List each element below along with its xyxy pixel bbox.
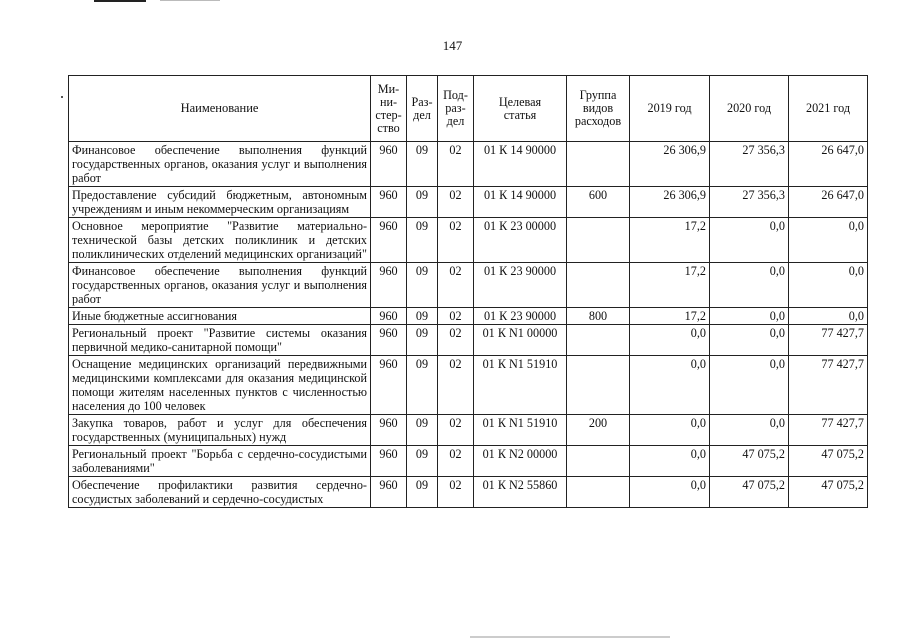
- cell-target: 01 К 14 90000: [474, 187, 567, 218]
- cell-ministry: 960: [371, 477, 407, 508]
- cell-ministry: 960: [371, 308, 407, 325]
- cell-target: 01 К 23 90000: [474, 308, 567, 325]
- cell-subsection: 02: [438, 356, 474, 415]
- cell-2020: 27 356,3: [710, 142, 789, 187]
- cell-2020: 47 075,2: [710, 446, 789, 477]
- cell-2020: 0,0: [710, 325, 789, 356]
- cell-2021: 77 427,7: [789, 415, 868, 446]
- cell-expense-group: 200: [567, 415, 630, 446]
- header-2021: 2021 год: [789, 76, 868, 142]
- cell-name: Оснащение медицинских организаций передвижными медицинскими комплексами для оказания медицинской помощи жителям населенных пунктов с численностью населения до 100 человек: [69, 356, 371, 415]
- cell-expense-group: [567, 356, 630, 415]
- cell-expense-group: [567, 218, 630, 263]
- cell-target: 01 К N1 00000: [474, 325, 567, 356]
- cell-target: 01 К 14 90000: [474, 142, 567, 187]
- cell-2019: 26 306,9: [630, 142, 710, 187]
- cell-ministry: 960: [371, 356, 407, 415]
- header-ministry: Ми- ни- стер- ство: [371, 76, 407, 142]
- cell-target: 01 К N1 51910: [474, 415, 567, 446]
- cell-section: 09: [407, 263, 438, 308]
- cell-2020: 0,0: [710, 218, 789, 263]
- cell-subsection: 02: [438, 218, 474, 263]
- cell-section: 09: [407, 415, 438, 446]
- cell-name: Финансовое обеспечение выполнения функций государственных органов, оказания услуг и выполнения работ: [69, 142, 371, 187]
- cell-ministry: 960: [371, 187, 407, 218]
- cell-name: Обеспечение профилактики развития сердечно-сосудистых заболеваний и сердечно-сосудистых: [69, 477, 371, 508]
- cell-name: Иные бюджетные ассигнования: [69, 308, 371, 325]
- cell-2021: 0,0: [789, 308, 868, 325]
- cell-2020: 0,0: [710, 356, 789, 415]
- cell-2021: 47 075,2: [789, 477, 868, 508]
- cell-name: Региональный проект "Развитие системы оказания первичной медико-санитарной помощи": [69, 325, 371, 356]
- cell-expense-group: [567, 263, 630, 308]
- cell-2019: 26 306,9: [630, 187, 710, 218]
- header-2019: 2019 год: [630, 76, 710, 142]
- cell-subsection: 02: [438, 308, 474, 325]
- header-expense-group: Группа видов расходов: [567, 76, 630, 142]
- cell-2021: 0,0: [789, 263, 868, 308]
- cell-2019: 0,0: [630, 415, 710, 446]
- table-row: [69, 187, 868, 218]
- table-row: [69, 415, 868, 446]
- header-name: Наименование: [69, 76, 371, 142]
- cell-2020: 27 356,3: [710, 187, 789, 218]
- cell-subsection: 02: [438, 263, 474, 308]
- cell-subsection: 02: [438, 142, 474, 187]
- table-row: [69, 308, 868, 325]
- cell-name: Основное мероприятие "Развитие материально-технической базы детских поликлиник и детских поликлинических отделений медицинских организаций": [69, 218, 371, 263]
- table-body: [69, 142, 868, 508]
- cell-ministry: 960: [371, 446, 407, 477]
- header-subsection: Под- раз- дел: [438, 76, 474, 142]
- cell-expense-group: [567, 142, 630, 187]
- table-header-row: [69, 76, 868, 142]
- cell-2021: 47 075,2: [789, 446, 868, 477]
- header-2020: 2020 год: [710, 76, 789, 142]
- table-row: [69, 446, 868, 477]
- table-row: [69, 477, 868, 508]
- cell-ministry: 960: [371, 325, 407, 356]
- header-target: Целевая статья: [474, 76, 567, 142]
- cell-section: 09: [407, 325, 438, 356]
- cell-2019: 0,0: [630, 325, 710, 356]
- page-number: 147: [442, 38, 463, 53]
- cell-section: 09: [407, 356, 438, 415]
- cell-ministry: 960: [371, 218, 407, 263]
- table-row: [69, 325, 868, 356]
- cell-section: 09: [407, 187, 438, 218]
- cell-2021: 0,0: [789, 218, 868, 263]
- cell-2020: 0,0: [710, 308, 789, 325]
- cell-name: Региональный проект "Борьба с сердечно-сосудистыми заболеваниями": [69, 446, 371, 477]
- cell-expense-group: 600: [567, 187, 630, 218]
- cell-2019: 17,2: [630, 308, 710, 325]
- scan-mark: [470, 636, 670, 638]
- cell-ministry: 960: [371, 263, 407, 308]
- cell-section: 09: [407, 446, 438, 477]
- cell-section: 09: [407, 218, 438, 263]
- cell-2021: 26 647,0: [789, 142, 868, 187]
- header-section: Раз- дел: [407, 76, 438, 142]
- cell-2019: 17,2: [630, 218, 710, 263]
- cell-target: 01 К 23 90000: [474, 263, 567, 308]
- cell-2020: 0,0: [710, 415, 789, 446]
- cell-target: 01 К 23 00000: [474, 218, 567, 263]
- cell-target: 01 К N2 55860: [474, 477, 567, 508]
- cell-2021: 26 647,0: [789, 187, 868, 218]
- table-row: [69, 142, 868, 187]
- cell-ministry: 960: [371, 415, 407, 446]
- cell-2020: 47 075,2: [710, 477, 789, 508]
- cell-ministry: 960: [371, 142, 407, 187]
- cell-name: Предоставление субсидий бюджетным, автономным учреждениям и иным некоммерческим организациям: [69, 187, 371, 218]
- cell-2020: 0,0: [710, 263, 789, 308]
- cell-expense-group: [567, 477, 630, 508]
- cell-2019: 0,0: [630, 446, 710, 477]
- table-row: [69, 263, 868, 308]
- scan-mark: [94, 0, 146, 2]
- scan-mark: [160, 0, 220, 1]
- cell-expense-group: [567, 325, 630, 356]
- table-row: [69, 218, 868, 263]
- cell-expense-group: 800: [567, 308, 630, 325]
- cell-subsection: 02: [438, 187, 474, 218]
- cell-2019: 0,0: [630, 356, 710, 415]
- cell-2019: 17,2: [630, 263, 710, 308]
- budget-table: [68, 75, 868, 508]
- table-row: [69, 356, 868, 415]
- scan-dot: [61, 96, 63, 98]
- cell-section: 09: [407, 142, 438, 187]
- cell-subsection: 02: [438, 446, 474, 477]
- cell-section: 09: [407, 477, 438, 508]
- cell-name: Финансовое обеспечение выполнения функций государственных органов, оказания услуг и выполнения работ: [69, 263, 371, 308]
- cell-subsection: 02: [438, 477, 474, 508]
- cell-target: 01 К N1 51910: [474, 356, 567, 415]
- cell-subsection: 02: [438, 325, 474, 356]
- cell-2021: 77 427,7: [789, 325, 868, 356]
- cell-subsection: 02: [438, 415, 474, 446]
- cell-target: 01 К N2 00000: [474, 446, 567, 477]
- cell-section: 09: [407, 308, 438, 325]
- cell-name: Закупка товаров, работ и услуг для обеспечения государственных (муниципальных) нужд: [69, 415, 371, 446]
- cell-expense-group: [567, 446, 630, 477]
- cell-2021: 77 427,7: [789, 356, 868, 415]
- cell-2019: 0,0: [630, 477, 710, 508]
